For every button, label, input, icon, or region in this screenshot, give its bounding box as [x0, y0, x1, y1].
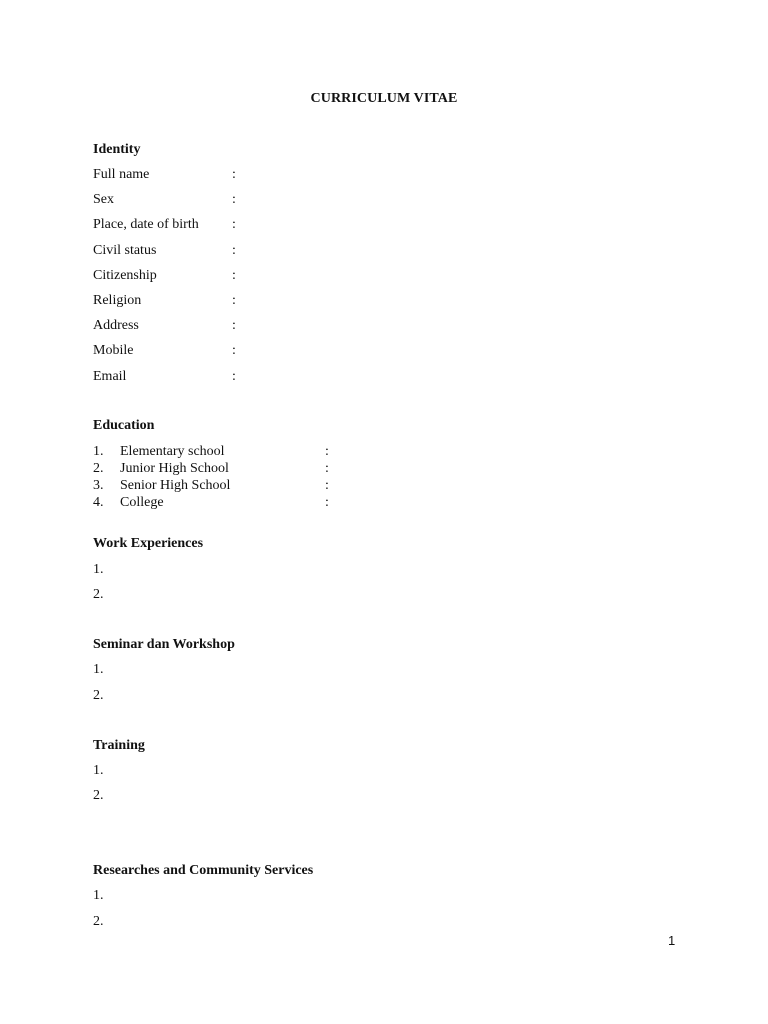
- field-label: Civil status: [93, 243, 157, 258]
- field-separator: :: [232, 318, 236, 333]
- item-separator: :: [325, 478, 329, 493]
- field-label: Religion: [93, 293, 142, 308]
- field-label: Full name: [93, 167, 150, 182]
- field-separator: :: [232, 268, 236, 283]
- field-label: Address: [93, 318, 139, 333]
- item-number: 1.: [93, 444, 104, 459]
- item-number: 3.: [93, 478, 104, 493]
- item-number: 2.: [93, 461, 104, 476]
- item-label: Senior High School: [120, 478, 231, 493]
- item-separator: :: [325, 495, 329, 510]
- work-heading: Work Experiences: [93, 536, 204, 551]
- field-separator: :: [232, 343, 236, 358]
- education-heading: Education: [93, 418, 155, 433]
- field-label: Mobile: [93, 343, 134, 358]
- item-label: College: [120, 495, 164, 510]
- field-label: Citizenship: [93, 268, 157, 283]
- research-list-item: 2.: [93, 914, 104, 929]
- seminar-list-item: 2.: [93, 688, 104, 703]
- field-label: Sex: [93, 192, 114, 207]
- field-separator: :: [232, 243, 236, 258]
- research-list-item: 1.: [93, 888, 104, 903]
- field-separator: :: [232, 293, 236, 308]
- item-separator: :: [325, 461, 329, 476]
- field-separator: :: [232, 369, 236, 384]
- field-label: Email: [93, 369, 127, 384]
- item-label: Junior High School: [120, 461, 229, 476]
- work-list-item: 2.: [93, 587, 104, 602]
- work-list-item: 1.: [93, 562, 104, 577]
- training-list-item: 1.: [93, 763, 104, 778]
- field-label: Place, date of birth: [93, 217, 199, 232]
- training-list-item: 2.: [93, 788, 104, 803]
- item-number: 4.: [93, 495, 104, 510]
- field-separator: :: [232, 217, 236, 232]
- training-heading: Training: [93, 738, 145, 753]
- seminar-list-item: 1.: [93, 662, 104, 677]
- field-separator: :: [232, 167, 236, 182]
- seminar-heading: Seminar dan Workshop: [93, 637, 235, 652]
- field-separator: :: [232, 192, 236, 207]
- item-label: Elementary school: [120, 444, 225, 459]
- document-title: CURRICULUM VITAE: [310, 91, 458, 106]
- page-number: 1: [668, 933, 676, 948]
- identity-heading: Identity: [93, 142, 141, 157]
- research-heading: Researches and Community Services: [93, 863, 314, 878]
- item-separator: :: [325, 444, 329, 459]
